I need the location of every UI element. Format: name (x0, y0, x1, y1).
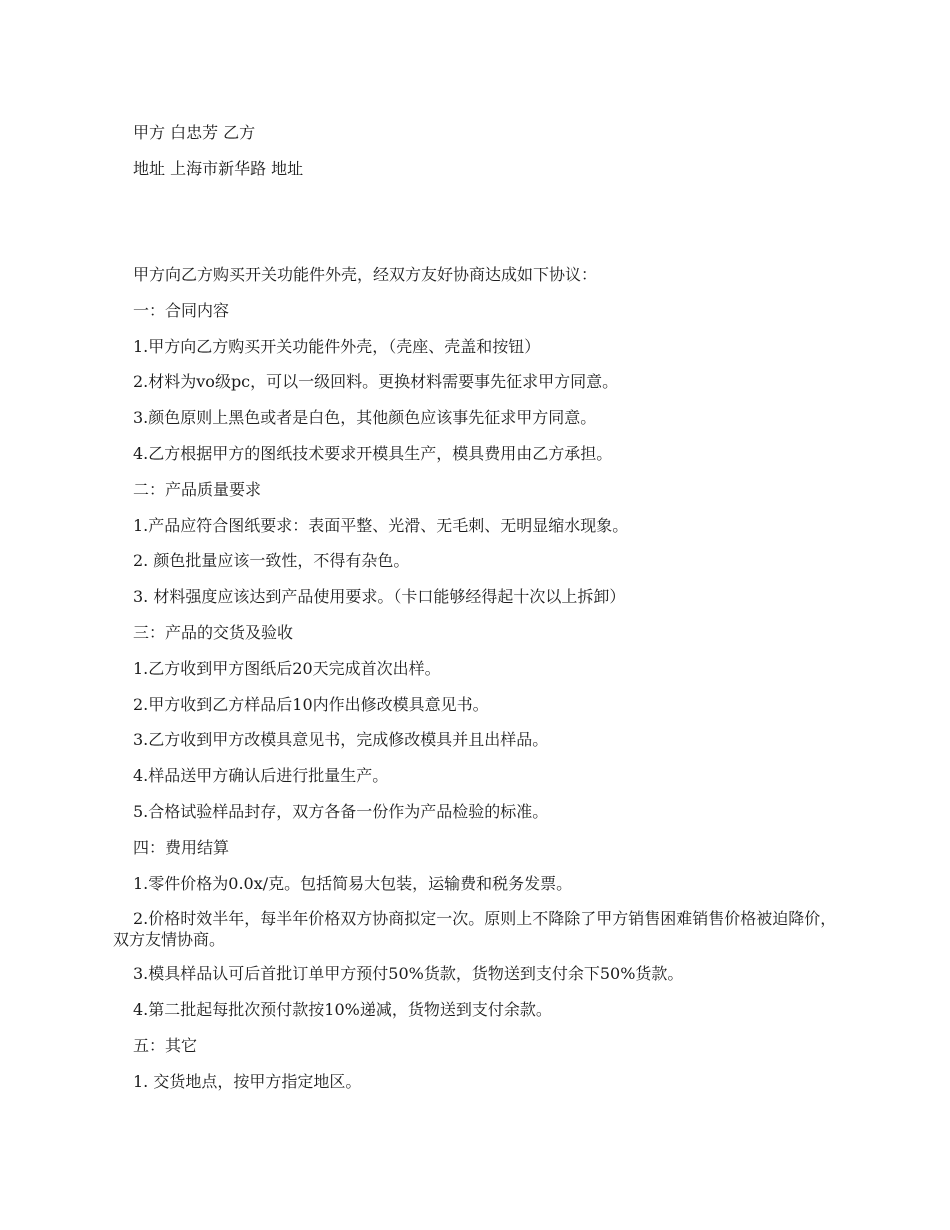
clause-3-1: 1.乙方收到甲方图纸后20天完成首次出样。 (133, 658, 441, 678)
clause-2-1: 1.产品应符合图纸要求：表面平整、光滑、无毛刺、无明显缩水现象。 (133, 515, 629, 535)
section-heading-quality: 二：产品质量要求 (133, 479, 262, 499)
contract-header (113, 122, 843, 194)
clause-5-1: 1. 交货地点，按甲方指定地区。 (133, 1071, 362, 1091)
address-line: 地址 上海市新华路 地址 (133, 158, 304, 178)
party-line: 甲方 白忠芳 乙方 (133, 123, 256, 142)
contract-body (113, 264, 843, 1107)
clause-2-2: 2. 颜色批量应该一致性，不得有杂色。 (133, 551, 410, 571)
clause-4-2: 2.价格时效半年，每半年价格双方协商拟定一次。原则上不降除了甲方销售困难销售价格被迫降价，双方友情协商。 (113, 909, 837, 950)
intro-paragraph: 甲方向乙方购买开关功能件外壳，经双方友好协商达成如下协议： (133, 265, 598, 284)
section-heading-other: 五：其它 (133, 1035, 198, 1055)
section-heading-delivery: 三：产品的交货及验收 (133, 622, 294, 642)
clause-3-5: 5.合格试验样品封存，双方各备一份作为产品检验的标准。 (133, 801, 549, 821)
clause-1-2: 2.材料为vo级pc，可以一级回料。更换材料需要事先征求甲方同意。 (133, 372, 619, 392)
clause-2-3: 3. 材料强度应该达到产品使用要求。（卡口能够经得起十次以上拆卸） (133, 587, 626, 607)
clause-4-4: 4.第二批起每批次预付款按10%递减，货物送到支付余款。 (133, 1000, 552, 1020)
clause-1-4: 4.乙方根据甲方的图纸技术要求开模具生产，模具费用由乙方承担。 (133, 443, 613, 463)
clause-3-4: 4.样品送甲方确认后进行批量生产。 (133, 766, 389, 786)
clause-1-1: 1.甲方向乙方购买开关功能件外壳，（壳座、壳盖和按钮） (133, 336, 541, 356)
clause-3-3: 3.乙方收到甲方改模具意见书，完成修改模具并且出样品。 (133, 730, 549, 750)
section-heading-contract-content: 一：合同内容 (133, 300, 230, 320)
clause-4-1: 1.零件价格为0.0x/克。包括简易大包装，运输费和税务发票。 (133, 873, 573, 893)
clause-1-3: 3.颜色原则上黑色或者是白色，其他颜色应该事先征求甲方同意。 (133, 408, 597, 428)
clause-3-2: 2.甲方收到乙方样品后10内作出修改模具意见书。 (133, 694, 489, 714)
section-heading-settlement: 四：费用结算 (133, 837, 230, 857)
clause-4-3: 3.模具样品认可后首批订单甲方预付50%货款，货物送到支付余下50%货款。 (133, 964, 684, 984)
